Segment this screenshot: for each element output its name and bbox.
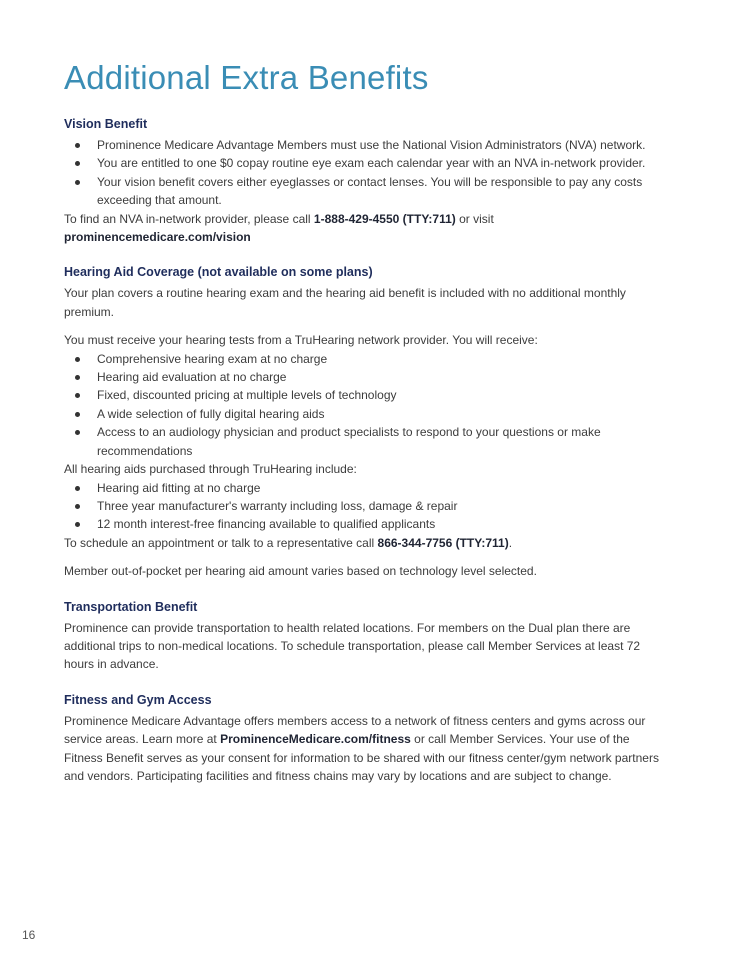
list-item: Fixed, discounted pricing at multiple levels of technology	[97, 386, 664, 404]
vision-or-visit: or visit	[455, 211, 494, 226]
transportation-heading: Transportation Benefit	[64, 599, 198, 614]
fitness-body-end: or call Member Services. Your use of the Fitness Benefit serves as your consent for information to be shared with our fitness center/gym network partners and vendors. Participating facilities and fitness chains may vary by locations and are subject to change.	[64, 732, 659, 783]
period: .	[508, 535, 513, 550]
hearing-include-intro: All hearing aids purchased through TruHearing include:	[64, 462, 357, 477]
hearing-receive-intro: You must receive your hearing tests from a TruHearing network provider. You will receive:	[64, 333, 538, 348]
hearing-phone: 866-344-7756 (TTY:711)	[377, 535, 509, 550]
hearing-heading: Hearing Aid Coverage (not available on some plans)	[64, 265, 373, 280]
vision-link[interactable]: prominencemedicare.com/vision	[64, 230, 251, 245]
vision-find-text: To find an NVA in-network provider, please call	[64, 211, 314, 226]
hearing-schedule	[64, 534, 664, 552]
transportation-body: Prominence can provide transportation to health related locations. For members on the Dual plan there are additional trips to non-medical locations. To schedule transportation, please call Member Services at least 72 hours in advance.	[64, 620, 641, 672]
vision-phone: 1-888-429-4550 (TTY:711)	[313, 211, 456, 226]
hearing-include-bullets	[64, 479, 664, 534]
list-item: A wide selection of fully digital hearing aids	[97, 405, 664, 423]
page-title: Additional Extra Benefits	[64, 59, 429, 96]
list-item: Hearing aid evaluation at no charge	[97, 368, 664, 386]
vision-section	[64, 116, 664, 246]
fitness-section	[64, 692, 664, 786]
hearing-oop: Member out-of-pocket per hearing aid amount varies based on technology level selected.	[64, 564, 537, 579]
list-item: You are entitled to one $0 copay routine eye exam each calendar year with an NVA in-network provider.	[97, 154, 664, 172]
vision-contact	[64, 210, 664, 247]
transportation-section	[64, 599, 664, 674]
fitness-body	[64, 712, 664, 786]
hearing-schedule-text: To schedule an appointment or talk to a representative call	[64, 535, 378, 550]
list-item: Access to an audiology physician and product specialists to respond to your questions or make recommendations	[97, 423, 664, 460]
list-item: Comprehensive hearing exam at no charge	[97, 350, 664, 368]
page-number: 16	[22, 928, 36, 942]
hearing-receive-bullets	[64, 350, 664, 460]
fitness-heading: Fitness and Gym Access	[64, 692, 212, 707]
hearing-section	[64, 264, 664, 580]
fitness-body-start: Prominence Medicare Advantage offers members access to a network of fitness centers and gyms across our service areas. Learn more at	[64, 713, 646, 747]
list-item: Your vision benefit covers either eyeglasses or contact lenses. You will be responsible to pay any costs exceeding that amount.	[97, 173, 664, 210]
vision-heading: Vision Benefit	[64, 117, 148, 131]
list-item: Prominence Medicare Advantage Members must use the National Vision Administrators (NVA) network.	[97, 136, 664, 154]
fitness-link[interactable]: ProminenceMedicare.com/fitness	[220, 732, 411, 747]
vision-bullets	[64, 136, 664, 210]
hearing-intro: Your plan covers a routine hearing exam and the hearing aid benefit is included with no additional monthly premium.	[64, 286, 626, 319]
document-page	[64, 58, 664, 793]
list-item: Hearing aid fitting at no charge	[97, 479, 664, 497]
list-item: Three year manufacturer's warranty including loss, damage & repair	[97, 497, 664, 515]
list-item: 12 month interest-free financing available to qualified applicants	[97, 515, 664, 533]
